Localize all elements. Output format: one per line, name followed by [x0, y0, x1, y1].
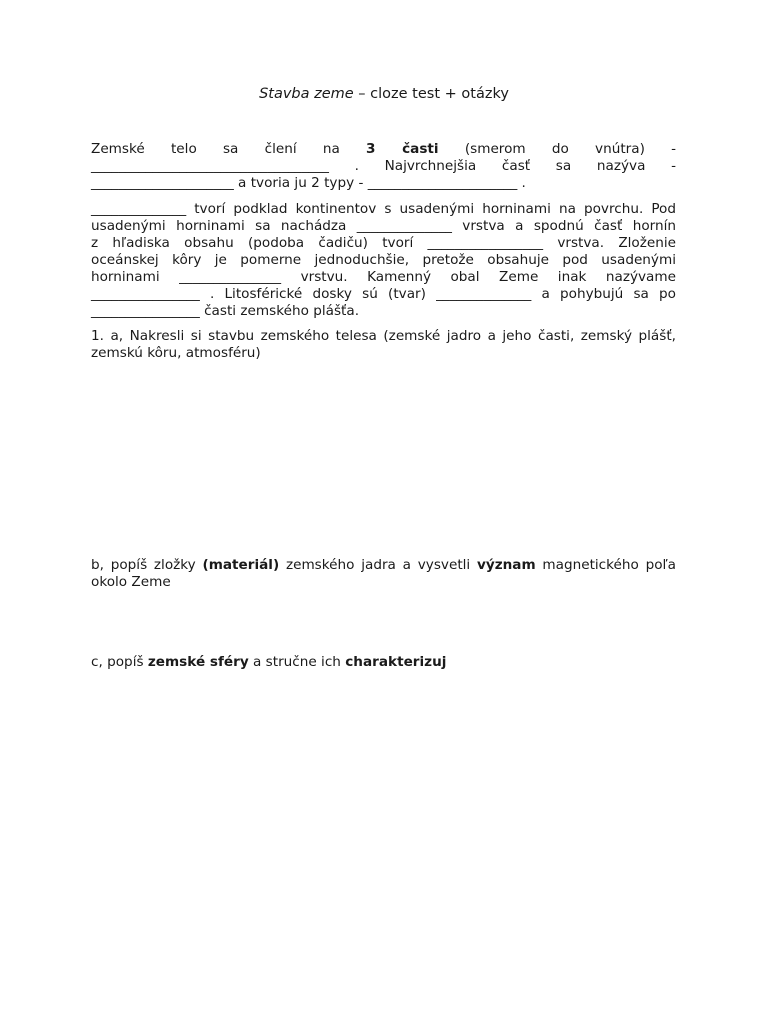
title-italic: Stavba zeme — [259, 86, 354, 102]
text-segment: a tvoria ju 2 typy - — [233, 175, 368, 191]
question-text: 1. a, Nakresli si stavbu zemského telesa (zemské jadro a jeho časti, zemský plášť, zemskú kôru, atmosféru) — [91, 328, 676, 361]
text-segment: a stručne ich — [248, 654, 346, 670]
text-segment: b, popíš zložky — [91, 557, 203, 573]
cloze-paragraph-1 — [91, 141, 676, 192]
text-segment: c, popíš — [91, 654, 148, 670]
cloze-line[interactable]: ________________ . Litosférické dosky sú (tvar) ______________ a pohybujú sa po — [91, 286, 676, 302]
cloze-paragraph-2 — [91, 201, 676, 320]
bold-term: charakterizuj — [345, 654, 447, 670]
cloze-line[interactable]: ______________ tvorí podklad kontinentov s usadenými horninami na povrchu. Pod — [91, 201, 676, 217]
cloze-line[interactable]: horninami _______________ vrstvu. Kamenný obal Zeme inak nazývame — [91, 269, 676, 285]
question-1b — [91, 557, 676, 591]
question-1c — [91, 654, 676, 671]
text-segment: . Najvrchnejšia časť sa nazýva - — [328, 158, 676, 174]
text-segment: magnetického poľa okolo Zeme — [91, 557, 676, 590]
fill-blank[interactable]: _____________________ — [91, 175, 234, 191]
cloze-line — [91, 175, 676, 192]
document-title — [0, 84, 768, 104]
bold-term: 3 časti — [366, 141, 439, 157]
text-segment: (smerom do vnútra) - — [438, 141, 676, 157]
cloze-line: oceánskej kôry je pomerne jednoduchšie, pretože obsahuje pod usadenými — [91, 252, 676, 268]
cloze-line[interactable]: z hľadiska obsahu (podoba čadiču) tvorí _________________ vrstva. Zloženie — [91, 235, 676, 251]
fill-blank[interactable]: ___________________________________ — [91, 158, 329, 174]
cloze-line — [91, 141, 676, 158]
text-segment: . — [517, 175, 526, 191]
cloze-line[interactable]: usadenými horninami sa nachádza ______________ vrstva a spodnú časť hornín — [91, 218, 676, 234]
fill-blank[interactable]: ______________________ — [367, 175, 518, 191]
cloze-line — [91, 158, 676, 175]
bold-term: zemské sféry — [147, 654, 249, 670]
title-rest: – cloze test + otázky — [353, 86, 509, 102]
question-1a — [91, 328, 676, 362]
text-segment: zemského jadra a vysvetli — [279, 557, 477, 573]
cloze-line[interactable]: ________________ časti zemského plášťa. — [91, 303, 360, 319]
text-segment: Zemské telo sa člení na — [91, 141, 367, 157]
bold-term: (materiál) — [202, 557, 280, 573]
bold-term: význam — [476, 557, 536, 573]
